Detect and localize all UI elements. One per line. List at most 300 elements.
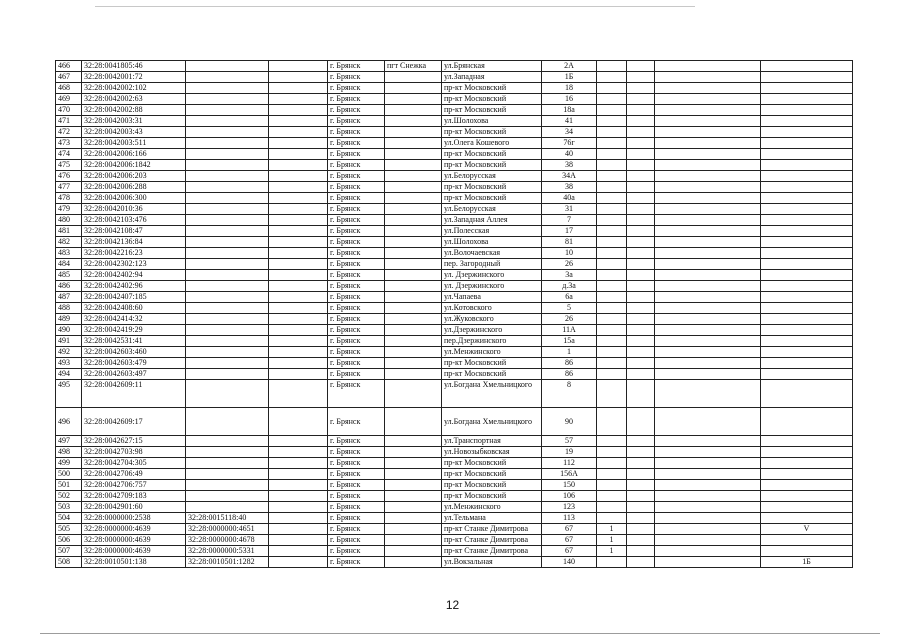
empty-cell [269,458,328,469]
empty-cell [269,469,328,480]
empty-cell [269,270,328,281]
row-number-cell: 491 [56,336,82,347]
empty-cell [627,447,655,458]
note-cell [761,281,853,292]
count-cell [597,502,627,513]
table-row [56,61,853,72]
count-cell [597,292,627,303]
empty-cell [655,72,761,83]
empty-cell [269,226,328,237]
count-cell [597,270,627,281]
settlement-cell [385,491,442,502]
count-cell [597,336,627,347]
empty-cell [627,325,655,336]
house-number-cell: 150 [542,480,597,491]
street-cell: пр-кт Московский [442,149,542,160]
count-cell [597,215,627,226]
parent-cadastral-number-cell [186,215,269,226]
note-cell [761,237,853,248]
table-row [56,557,853,568]
parent-cadastral-number-cell [186,480,269,491]
note-cell [761,325,853,336]
city-cell: г. Брянск [328,524,385,535]
parent-cadastral-number-cell [186,491,269,502]
parent-cadastral-number-cell [186,127,269,138]
note-cell [761,358,853,369]
empty-cell [655,469,761,480]
house-number-cell: 6а [542,292,597,303]
empty-cell [269,491,328,502]
house-number-cell: 34А [542,171,597,182]
settlement-cell [385,259,442,270]
empty-cell [627,491,655,502]
settlement-cell [385,72,442,83]
row-number-cell: 498 [56,447,82,458]
note-cell [761,408,853,436]
parent-cadastral-number-cell [186,325,269,336]
empty-cell [627,303,655,314]
row-number-cell: 499 [56,458,82,469]
street-cell: ул.Западная Аллея [442,215,542,226]
empty-cell [627,259,655,270]
house-number-cell: 86 [542,358,597,369]
settlement-cell [385,408,442,436]
scan-artifact-line-bottom [40,633,880,634]
parent-cadastral-number-cell [186,94,269,105]
empty-cell [655,171,761,182]
parent-cadastral-number-cell [186,226,269,237]
table-row [56,160,853,171]
empty-cell [655,105,761,116]
street-cell: пр-кт Московский [442,160,542,171]
house-number-cell: 10 [542,248,597,259]
table-row [56,325,853,336]
house-number-cell: 16 [542,94,597,105]
cadastral-number-cell: 32:28:0042531:41 [82,336,186,347]
street-cell: ул. Дзержинского [442,270,542,281]
count-cell [597,347,627,358]
city-cell: г. Брянск [328,480,385,491]
street-cell: ул.Волочаевская [442,248,542,259]
cadastral-number-cell: 32:28:0042302:123 [82,259,186,270]
empty-cell [655,127,761,138]
cadastral-number-cell: 32:28:0042216:23 [82,248,186,259]
row-number-cell: 504 [56,513,82,524]
city-cell: г. Брянск [328,436,385,447]
parent-cadastral-number-cell [186,237,269,248]
note-cell [761,535,853,546]
note-cell [761,182,853,193]
street-cell: ул.Брянская [442,61,542,72]
empty-cell [655,502,761,513]
note-cell [761,380,853,408]
parent-cadastral-number-cell [186,248,269,259]
cadastral-number-cell: 32:28:0042703:98 [82,447,186,458]
table-row [56,447,853,458]
count-cell [597,458,627,469]
cadastral-number-cell: 32:28:0042706:757 [82,480,186,491]
settlement-cell [385,94,442,105]
empty-cell [269,358,328,369]
empty-cell [269,94,328,105]
city-cell: г. Брянск [328,61,385,72]
empty-cell [627,480,655,491]
house-number-cell: 81 [542,237,597,248]
table-row [56,149,853,160]
note-cell [761,369,853,380]
count-cell [597,116,627,127]
city-cell: г. Брянск [328,491,385,502]
house-number-cell: 38 [542,182,597,193]
table-row [56,127,853,138]
empty-cell [655,193,761,204]
empty-cell [269,380,328,408]
empty-cell [627,215,655,226]
empty-cell [655,248,761,259]
table-row [56,94,853,105]
note-cell [761,513,853,524]
count-cell [597,149,627,160]
count-cell [597,237,627,248]
empty-cell [269,215,328,226]
city-cell: г. Брянск [328,149,385,160]
empty-cell [655,491,761,502]
street-cell: ул.Котовского [442,303,542,314]
empty-cell [627,193,655,204]
cadastral-number-cell: 32:28:0042003:43 [82,127,186,138]
city-cell: г. Брянск [328,535,385,546]
empty-cell [627,94,655,105]
settlement-cell [385,369,442,380]
note-cell [761,193,853,204]
cadastral-number-cell: 32:28:0042603:497 [82,369,186,380]
house-number-cell: 17 [542,226,597,237]
empty-cell [655,546,761,557]
count-cell [597,105,627,116]
empty-cell [269,325,328,336]
settlement-cell [385,182,442,193]
note-cell [761,447,853,458]
empty-cell [269,193,328,204]
empty-cell [269,408,328,436]
table-row [56,491,853,502]
empty-cell [269,480,328,491]
city-cell: г. Брянск [328,171,385,182]
note-cell: V [761,524,853,535]
table-row [56,105,853,116]
parent-cadastral-number-cell [186,336,269,347]
city-cell: г. Брянск [328,248,385,259]
house-number-cell: 90 [542,408,597,436]
table-row [56,204,853,215]
settlement-cell [385,127,442,138]
empty-cell [627,535,655,546]
row-number-cell: 486 [56,281,82,292]
city-cell: г. Брянск [328,369,385,380]
note-cell [761,61,853,72]
row-number-cell: 477 [56,182,82,193]
cadastral-number-cell: 32:28:0042419:29 [82,325,186,336]
house-number-cell: 67 [542,535,597,546]
count-cell [597,480,627,491]
note-cell [761,347,853,358]
count-cell: 1 [597,546,627,557]
empty-cell [655,408,761,436]
house-number-cell: 38 [542,160,597,171]
count-cell [597,193,627,204]
note-cell [761,138,853,149]
city-cell: г. Брянск [328,546,385,557]
empty-cell [655,270,761,281]
street-cell: ул.Богдана Хмельницкого [442,380,542,408]
count-cell [597,325,627,336]
table-row [56,513,853,524]
house-number-cell: 34 [542,127,597,138]
empty-cell [269,292,328,303]
empty-cell [627,138,655,149]
table-row [56,314,853,325]
table-row [56,347,853,358]
street-cell: пер.Дзержинского [442,336,542,347]
empty-cell [627,380,655,408]
table-row [56,303,853,314]
house-number-cell: 156А [542,469,597,480]
house-number-cell: 57 [542,436,597,447]
empty-cell [655,380,761,408]
table-row [56,535,853,546]
street-cell: ул.Олега Кошевого [442,138,542,149]
settlement-cell [385,116,442,127]
settlement-cell [385,270,442,281]
settlement-cell [385,436,442,447]
house-number-cell: 123 [542,502,597,513]
empty-cell [655,535,761,546]
parent-cadastral-number-cell [186,72,269,83]
empty-cell [655,204,761,215]
table-row [56,237,853,248]
settlement-cell [385,358,442,369]
settlement-cell [385,513,442,524]
house-number-cell: 40 [542,149,597,160]
settlement-cell [385,458,442,469]
settlement-cell [385,83,442,94]
street-cell: ул.Транспортная [442,436,542,447]
city-cell: г. Брянск [328,83,385,94]
note-cell [761,458,853,469]
house-number-cell: 41 [542,116,597,127]
count-cell [597,314,627,325]
street-cell: ул.Менжинского [442,347,542,358]
house-number-cell: 19 [542,447,597,458]
table-row [56,83,853,94]
empty-cell [269,204,328,215]
house-number-cell: д.3а [542,281,597,292]
house-number-cell: 8 [542,380,597,408]
city-cell: г. Брянск [328,193,385,204]
settlement-cell [385,215,442,226]
city-cell: г. Брянск [328,138,385,149]
city-cell: г. Брянск [328,408,385,436]
street-cell: пр-кт Московский [442,458,542,469]
empty-cell [655,61,761,72]
count-cell [597,557,627,568]
street-cell: пр-кт Московский [442,127,542,138]
table-row [56,116,853,127]
house-number-cell: 2А [542,61,597,72]
house-number-cell: 5 [542,303,597,314]
empty-cell [655,325,761,336]
empty-cell [627,314,655,325]
row-number-cell: 492 [56,347,82,358]
street-cell: ул.Жуковского [442,314,542,325]
street-cell: пр-кт Московский [442,469,542,480]
empty-cell [269,116,328,127]
count-cell [597,127,627,138]
street-cell: пр-кт Московский [442,480,542,491]
table-row [56,369,853,380]
row-number-cell: 502 [56,491,82,502]
street-cell: ул.Шолохова [442,116,542,127]
count-cell [597,182,627,193]
empty-cell [627,546,655,557]
parent-cadastral-number-cell [186,83,269,94]
parent-cadastral-number-cell: 32:28:0000000:4651 [186,524,269,535]
empty-cell [655,259,761,270]
house-number-cell: 26 [542,259,597,270]
street-cell: ул.Полесская [442,226,542,237]
row-number-cell: 466 [56,61,82,72]
note-cell [761,546,853,557]
cadastral-number-cell: 32:28:0042006:203 [82,171,186,182]
city-cell: г. Брянск [328,182,385,193]
settlement-cell [385,325,442,336]
table-row [56,226,853,237]
empty-cell [627,281,655,292]
parent-cadastral-number-cell [186,380,269,408]
empty-cell [627,105,655,116]
table-row [56,182,853,193]
empty-cell [269,314,328,325]
empty-cell [269,149,328,160]
cadastral-number-cell: 32:28:0000000:4639 [82,546,186,557]
street-cell: ул.Дзержинского [442,325,542,336]
address-registry-table [55,60,853,568]
city-cell: г. Брянск [328,237,385,248]
city-cell: г. Брянск [328,105,385,116]
row-number-cell: 476 [56,171,82,182]
row-number-cell: 482 [56,237,82,248]
count-cell [597,369,627,380]
settlement-cell [385,336,442,347]
empty-cell [655,226,761,237]
parent-cadastral-number-cell [186,447,269,458]
empty-cell [627,248,655,259]
city-cell: г. Брянск [328,116,385,127]
count-cell [597,61,627,72]
empty-cell [627,513,655,524]
row-number-cell: 473 [56,138,82,149]
settlement-cell [385,149,442,160]
page-number: 12 [445,598,460,612]
empty-cell [655,557,761,568]
parent-cadastral-number-cell [186,408,269,436]
table-row [56,524,853,535]
street-cell: ул.Богдана Хмельницкого [442,408,542,436]
count-cell [597,248,627,259]
city-cell: г. Брянск [328,270,385,281]
count-cell [597,83,627,94]
cadastral-number-cell: 32:28:0042709:183 [82,491,186,502]
cadastral-number-cell: 32:28:0042402:96 [82,281,186,292]
row-number-cell: 508 [56,557,82,568]
cadastral-number-cell: 32:28:0042901:60 [82,502,186,513]
street-cell: ул.Менжинского [442,502,542,513]
street-cell: пр-кт Станке Димитрова [442,535,542,546]
empty-cell [627,436,655,447]
parent-cadastral-number-cell [186,436,269,447]
empty-cell [627,458,655,469]
parent-cadastral-number-cell: 32:28:0015118:40 [186,513,269,524]
note-cell [761,127,853,138]
cadastral-number-cell: 32:28:0042414:32 [82,314,186,325]
settlement-cell [385,193,442,204]
empty-cell [627,524,655,535]
empty-cell [269,248,328,259]
city-cell: г. Брянск [328,292,385,303]
empty-cell [627,83,655,94]
row-number-cell: 475 [56,160,82,171]
parent-cadastral-number-cell [186,61,269,72]
cadastral-number-cell: 32:28:0042006:1842 [82,160,186,171]
parent-cadastral-number-cell [186,303,269,314]
empty-cell [269,83,328,94]
city-cell: г. Брянск [328,204,385,215]
cadastral-number-cell: 32:28:0042603:460 [82,347,186,358]
empty-cell [627,557,655,568]
row-number-cell: 506 [56,535,82,546]
table-row [56,292,853,303]
note-cell [761,226,853,237]
empty-cell [269,303,328,314]
count-cell: 1 [597,535,627,546]
row-number-cell: 471 [56,116,82,127]
empty-cell [655,436,761,447]
cadastral-number-cell: 32:28:0042002:63 [82,94,186,105]
empty-cell [269,436,328,447]
parent-cadastral-number-cell [186,270,269,281]
table-row [56,171,853,182]
row-number-cell: 470 [56,105,82,116]
settlement-cell [385,380,442,408]
note-cell: 1Б [761,557,853,568]
table-row [56,259,853,270]
row-number-cell: 474 [56,149,82,160]
cadastral-number-cell: 32:28:0000000:4639 [82,524,186,535]
settlement-cell [385,447,442,458]
house-number-cell: 1 [542,347,597,358]
house-number-cell: 86 [542,369,597,380]
empty-cell [627,171,655,182]
parent-cadastral-number-cell [186,193,269,204]
empty-cell [269,182,328,193]
note-cell [761,171,853,182]
count-cell: 1 [597,524,627,535]
cadastral-number-cell: 32:28:0042609:17 [82,408,186,436]
count-cell [597,380,627,408]
cadastral-number-cell: 32:28:0042706:49 [82,469,186,480]
row-number-cell: 479 [56,204,82,215]
empty-cell [269,72,328,83]
